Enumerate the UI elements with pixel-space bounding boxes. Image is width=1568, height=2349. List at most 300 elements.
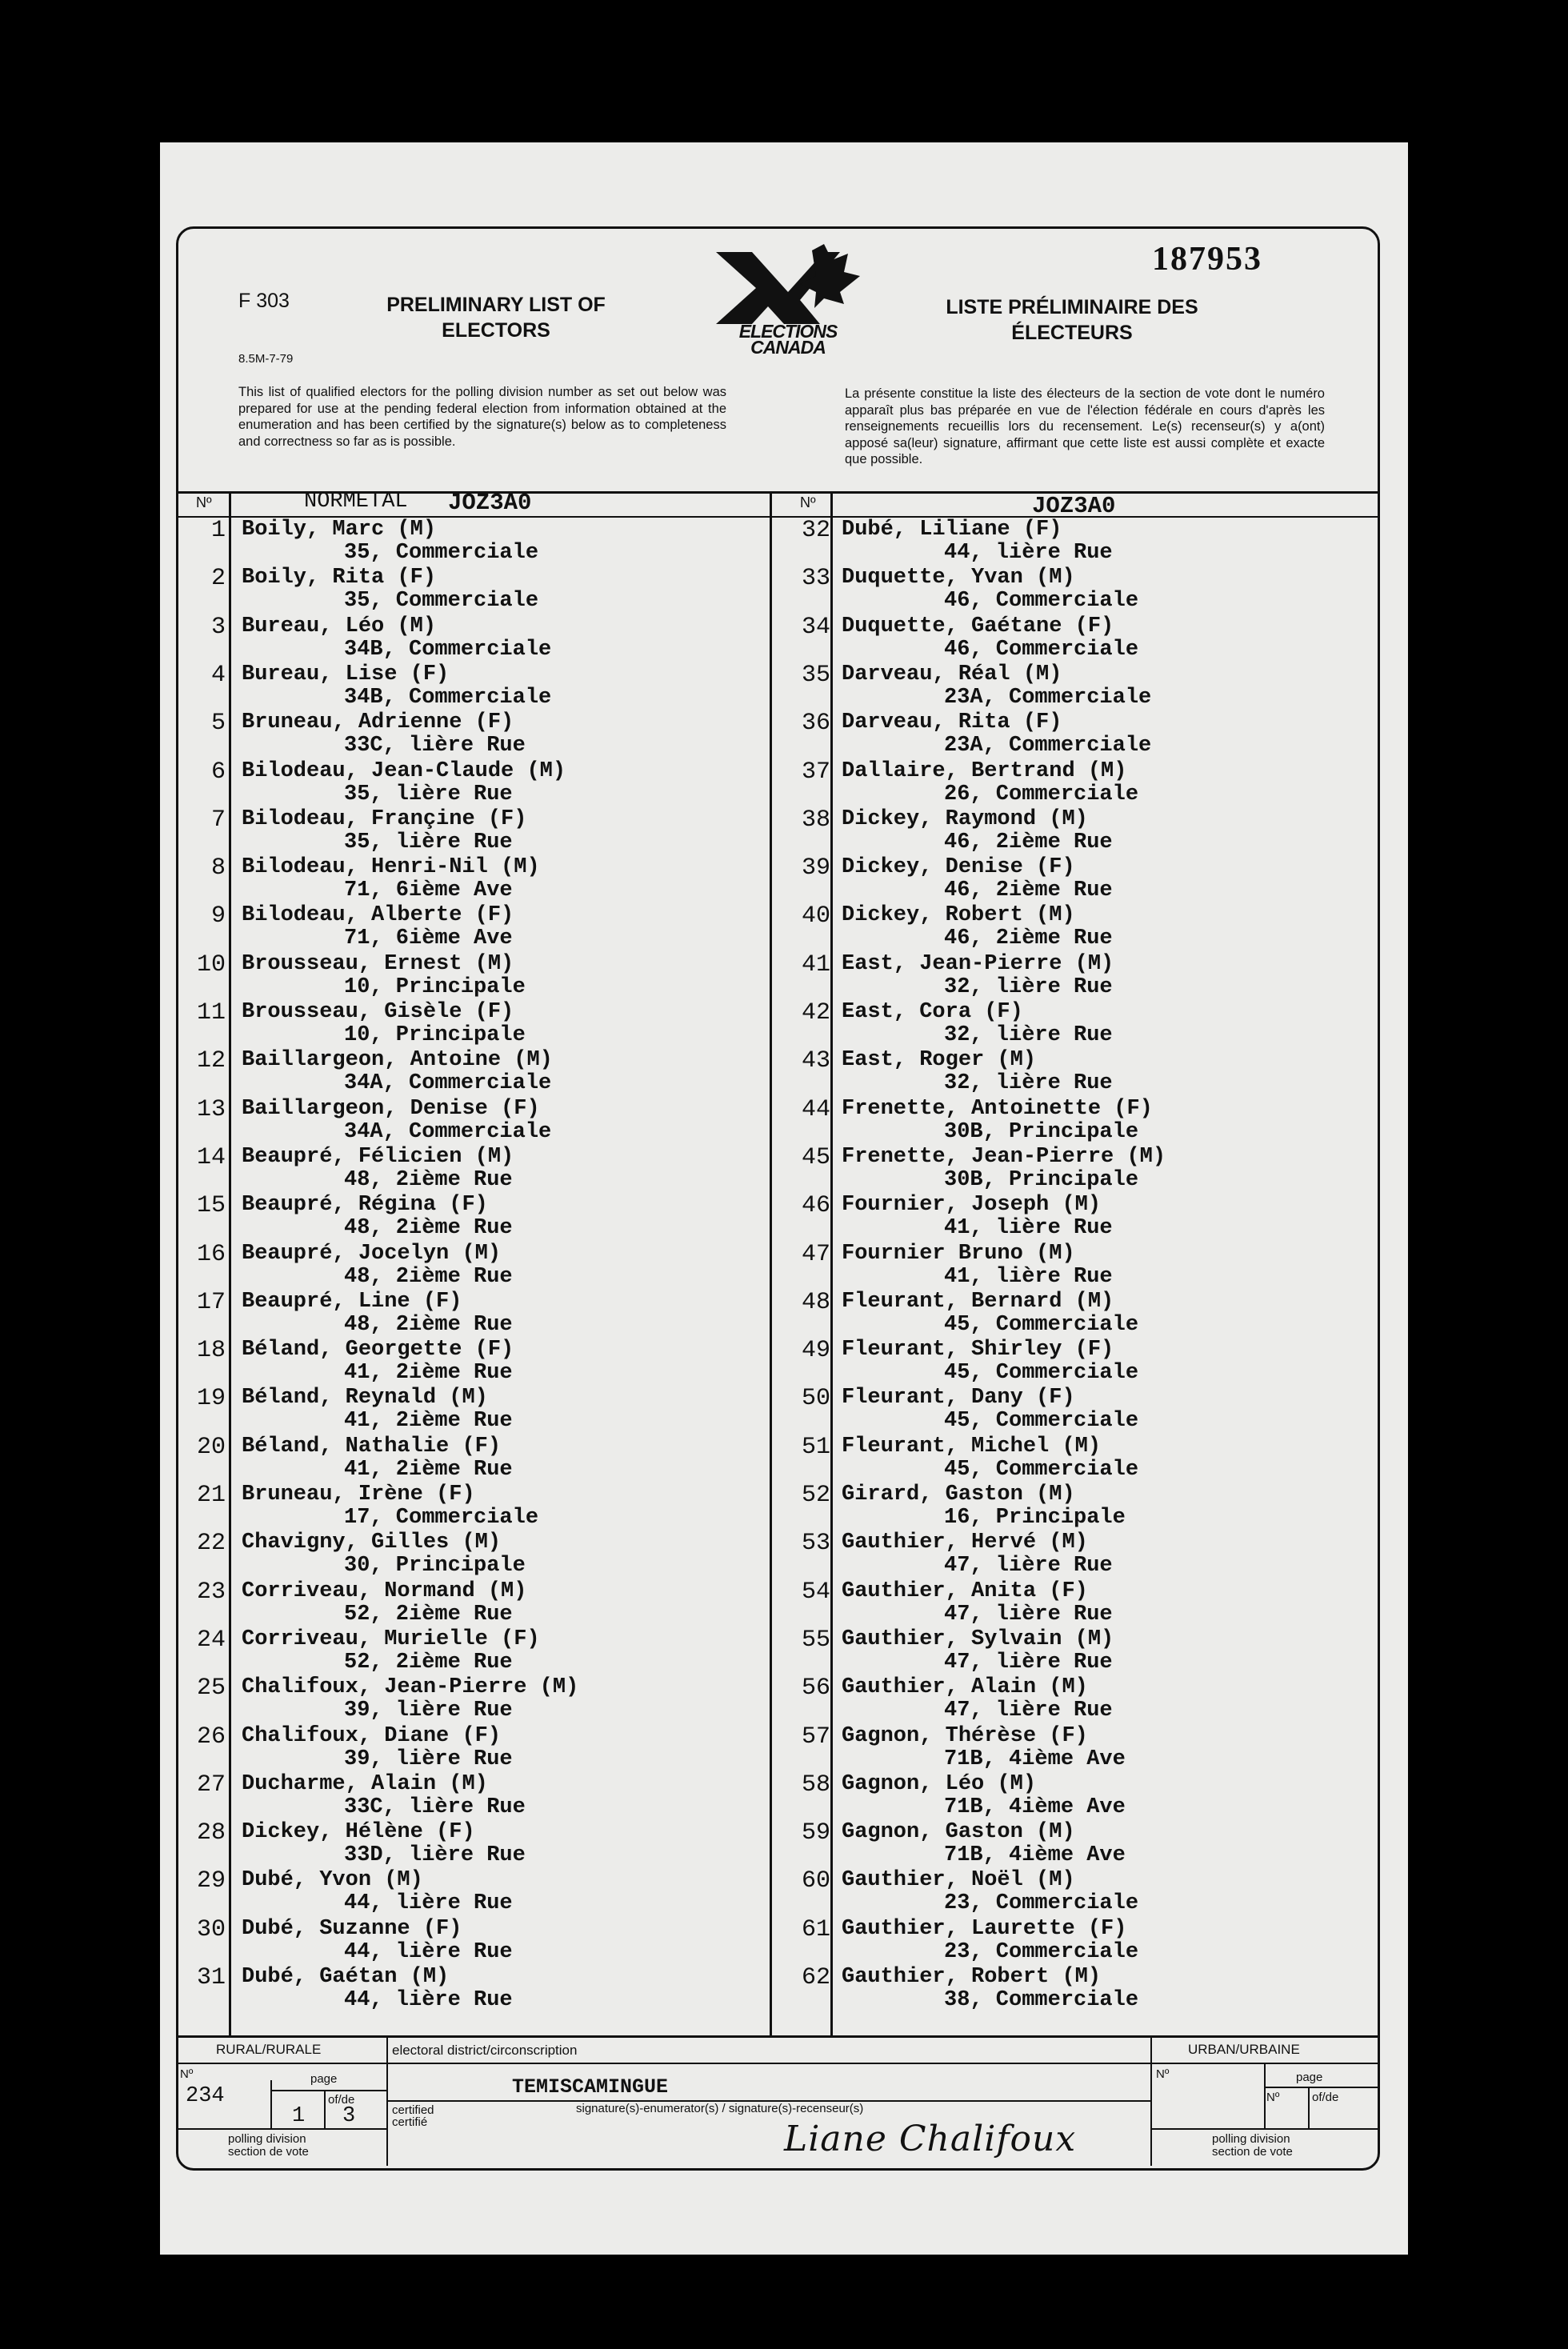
elector-number: 25 xyxy=(196,1675,226,1703)
elector-address: 44, lière Rue xyxy=(344,1939,513,1964)
elector-address: 71, 6ième Ave xyxy=(344,926,513,951)
elector-address: 33D, lière Rue xyxy=(344,1843,526,1868)
rural-polling-label-en: polling division xyxy=(228,2132,306,2146)
list-item xyxy=(842,904,1113,950)
elector-name: East, Roger (M) xyxy=(842,1048,1037,1073)
no-header-right: Nº xyxy=(800,494,816,510)
elector-number: 23 xyxy=(196,1578,226,1606)
list-item xyxy=(242,1628,540,1675)
elector-number: 7 xyxy=(210,806,226,834)
list-item xyxy=(242,856,540,902)
page-total: 3 xyxy=(342,2104,356,2128)
elector-name: Dubé, Liliane (F) xyxy=(842,518,1062,542)
elector-address: 39, lière Rue xyxy=(344,1747,513,1771)
list-item xyxy=(242,1001,526,1047)
elector-name: Béland, Nathalie (F) xyxy=(242,1434,502,1459)
elector-name: Fleurant, Michel (M) xyxy=(842,1434,1102,1459)
elector-number: 2 xyxy=(210,565,226,593)
elector-name: Gagnon, Thérèse (F) xyxy=(842,1723,1088,1748)
list-item xyxy=(842,1291,1138,1337)
elector-address: 71B, 4ième Ave xyxy=(944,1795,1126,1819)
elector-number: 41 xyxy=(801,950,830,978)
list-item xyxy=(842,663,1151,710)
list-item xyxy=(842,1531,1113,1578)
elector-number: 56 xyxy=(801,1675,830,1703)
elector-address: 46, 2ième Rue xyxy=(944,830,1113,854)
elector-address: 52, 2ième Rue xyxy=(344,1602,513,1627)
elector-address: 34A, Commerciale xyxy=(344,1119,552,1144)
urban-label: URBAN/URBAINE xyxy=(1188,2042,1300,2057)
list-item xyxy=(842,1098,1153,1144)
elector-number: 61 xyxy=(801,1915,830,1943)
list-item xyxy=(842,953,1114,999)
rural-ofde-rule xyxy=(324,2090,326,2128)
list-item xyxy=(842,615,1138,662)
elector-number: 37 xyxy=(801,758,830,786)
elector-name: Bureau, Léo (M) xyxy=(242,614,437,638)
elector-address: 41, 2ième Rue xyxy=(344,1457,513,1482)
elector-address: 46, 2ième Rue xyxy=(944,878,1113,903)
elector-number: 45 xyxy=(801,1143,830,1171)
elector-name: Bilodeau, Alberte (F) xyxy=(242,903,514,928)
elector-name: Corriveau, Normand (M) xyxy=(242,1579,527,1603)
elector-name: Brousseau, Gisèle (F) xyxy=(242,1000,514,1024)
elector-name: Duquette, Gaétane (F) xyxy=(842,614,1114,638)
signature-label: signature(s)-enumerator(s) / signature(s)-recenseur(s) xyxy=(576,2102,864,2115)
list-item xyxy=(842,1580,1113,1627)
elector-name: Bilodeau, Henri-Nil (M) xyxy=(242,855,540,880)
list-item xyxy=(842,760,1138,806)
list-item xyxy=(842,1821,1126,1867)
rural-box-rule xyxy=(270,2080,272,2128)
elector-number: 47 xyxy=(801,1240,830,1268)
elector-address: 71B, 4ième Ave xyxy=(944,1747,1126,1771)
elector-number: 52 xyxy=(801,1482,830,1509)
elector-name: Dubé, Yvon (M) xyxy=(242,1868,423,1893)
list-item xyxy=(242,1869,513,1915)
list-item xyxy=(242,1243,513,1289)
elector-name: Gauthier, Sylvain (M) xyxy=(842,1627,1114,1651)
elector-number: 28 xyxy=(196,1819,226,1847)
elector-number: 34 xyxy=(801,613,830,641)
elector-name: Frenette, Jean-Pierre (M) xyxy=(842,1144,1166,1169)
elector-address: 34B, Commerciale xyxy=(344,637,552,662)
elector-address: 32, lière Rue xyxy=(944,974,1113,999)
urban-polling-label-en: polling division xyxy=(1212,2132,1290,2146)
elector-name: Gauthier, Anita (F) xyxy=(842,1579,1088,1603)
list-item xyxy=(842,1725,1126,1771)
elector-number: 18 xyxy=(196,1337,226,1365)
footer-rural-divider xyxy=(386,2038,388,2166)
elector-address: 44, lière Rue xyxy=(344,1891,513,1916)
elector-address: 10, Principale xyxy=(344,1023,526,1047)
list-item xyxy=(842,518,1113,565)
elector-name: Boily, Marc (M) xyxy=(242,518,437,542)
elector-address: 32, lière Rue xyxy=(944,1023,1113,1047)
elector-name: Boily, Rita (F) xyxy=(242,566,437,590)
page-number: 1 xyxy=(292,2104,306,2128)
title-english: PRELIMINARY LIST OF ELECTORS xyxy=(386,294,606,342)
elector-address: 47, lière Rue xyxy=(944,1650,1113,1675)
elector-name: Gauthier, Laurette (F) xyxy=(842,1916,1127,1941)
rural-polling-label-fr: section de vote xyxy=(228,2145,309,2159)
elector-number: 21 xyxy=(196,1482,226,1509)
elector-number: 46 xyxy=(801,1192,830,1220)
elector-number: 14 xyxy=(196,1143,226,1171)
elector-number: 50 xyxy=(801,1385,830,1413)
elector-number: 16 xyxy=(196,1240,226,1268)
footer-urban-divider xyxy=(1150,2038,1152,2166)
elector-address: 45, Commerciale xyxy=(944,1409,1139,1434)
list-item xyxy=(842,1049,1113,1095)
list-item xyxy=(242,1387,513,1433)
list-item xyxy=(242,904,514,950)
list-item xyxy=(842,1339,1138,1385)
list-item xyxy=(242,1049,553,1095)
elector-name: Beaupré, Jocelyn (M) xyxy=(242,1241,502,1266)
elector-name: Gauthier, Hervé (M) xyxy=(842,1531,1088,1555)
list-item xyxy=(842,1243,1113,1289)
list-item xyxy=(242,1918,513,1964)
elector-number: 60 xyxy=(801,1867,830,1895)
column-divider-rule xyxy=(770,491,772,2035)
elector-name: Gagnon, Gaston (M) xyxy=(842,1820,1075,1845)
list-item xyxy=(242,953,526,999)
list-item xyxy=(242,663,551,710)
elector-name: Dubé, Gaétan (M) xyxy=(242,1965,450,1989)
no-header-left: Nº xyxy=(196,494,212,510)
elector-name: Dickey, Denise (F) xyxy=(842,855,1075,880)
list-item xyxy=(242,1098,551,1144)
elector-address: 35, Commerciale xyxy=(344,541,539,565)
list-item xyxy=(842,808,1113,854)
list-item xyxy=(842,711,1151,758)
list-item xyxy=(242,1676,578,1723)
right-number-column-rule xyxy=(830,491,833,2035)
elector-name: Darveau, Réal (M) xyxy=(842,662,1062,686)
elector-address: 46, Commerciale xyxy=(944,589,1139,614)
elector-name: Chalifoux, Diane (F) xyxy=(242,1723,502,1748)
intro-french: La présente constitue la liste des électeurs de la section de vote dont le numéro apparaît plus bas préparée en vue de l'élection fédérale en cours d'après les renseignements recueillis lors du recensement. Le(s) recenseur(s) y a(ont) apposé sa(leur) signature, affirmant que cette liste est aussi complète et exacte que possible. xyxy=(845,386,1325,466)
list-item xyxy=(842,1773,1126,1819)
elector-address: 34A, Commerciale xyxy=(344,1071,552,1096)
elector-name: Fournier, Joseph (M) xyxy=(842,1193,1102,1218)
elector-name: Fournier Bruno (M) xyxy=(842,1241,1075,1266)
urban-page-label: page xyxy=(1296,2071,1323,2084)
elector-name: Bureau, Lise (F) xyxy=(242,662,450,686)
elector-number: 8 xyxy=(210,854,226,882)
elector-address: 39, lière Rue xyxy=(344,1699,513,1723)
elector-address: 10, Principale xyxy=(344,974,526,999)
elector-name: Gauthier, Robert (M) xyxy=(842,1965,1102,1989)
rural-page-label: page xyxy=(310,2072,338,2086)
elector-name: Fleurant, Shirley (F) xyxy=(842,1338,1114,1363)
urban-polling-label-fr: section de vote xyxy=(1212,2145,1293,2159)
certifie-label: certifié xyxy=(392,2115,428,2129)
elector-number: 33 xyxy=(801,565,830,593)
elector-address: 32, lière Rue xyxy=(944,1071,1113,1096)
elector-number: 24 xyxy=(196,1626,226,1654)
list-item xyxy=(242,711,526,758)
title-french: LISTE PRÉLIMINAIRE DES ÉLECTEURS xyxy=(946,296,1198,344)
elector-number: 49 xyxy=(801,1337,830,1365)
elector-address: 41, lière Rue xyxy=(944,1216,1113,1241)
elector-address: 47, lière Rue xyxy=(944,1699,1113,1723)
list-item xyxy=(242,1194,513,1240)
elector-number: 17 xyxy=(196,1288,226,1316)
urban-ofde-label: of/de xyxy=(1312,2091,1339,2104)
elector-number: 59 xyxy=(801,1819,830,1847)
table-bottom-rule xyxy=(178,2035,1378,2038)
elector-number: 51 xyxy=(801,1433,830,1461)
elector-address: 52, 2ième Rue xyxy=(344,1650,513,1675)
elector-number: 40 xyxy=(801,902,830,930)
elector-number: 36 xyxy=(801,710,830,738)
list-item xyxy=(242,1435,513,1482)
logo-word-canada: CANADA xyxy=(750,337,826,358)
list-item xyxy=(842,1194,1113,1240)
elector-name: Gagnon, Léo (M) xyxy=(842,1771,1037,1796)
elector-address: 47, lière Rue xyxy=(944,1602,1113,1627)
elector-address: 71, 6ième Ave xyxy=(344,878,513,903)
elector-number: 3 xyxy=(210,613,226,641)
polling-number: 234 xyxy=(186,2084,225,2108)
elector-name: East, Jean-Pierre (M) xyxy=(842,951,1114,976)
elector-address: 23, Commerciale xyxy=(944,1891,1139,1916)
certified-label: certified xyxy=(392,2103,434,2117)
elector-name: Dickey, Hélène (F) xyxy=(242,1820,475,1845)
elector-number: 20 xyxy=(196,1433,226,1461)
elector-address: 30B, Principale xyxy=(944,1167,1139,1192)
elector-name: Bilodeau, Jean-Claude (M) xyxy=(242,758,566,783)
form-code: 8.5M-7-79 xyxy=(238,352,294,366)
elector-name: Baillargeon, Denise (F) xyxy=(242,1096,540,1121)
urban-box-rule xyxy=(1264,2064,1266,2128)
footer-rule-1 xyxy=(178,2063,1378,2064)
elector-address: 35, lière Rue xyxy=(344,830,513,854)
elector-number: 11 xyxy=(196,999,226,1026)
list-item xyxy=(842,1001,1113,1047)
list-item xyxy=(242,615,551,662)
elector-name: Dickey, Robert (M) xyxy=(842,903,1075,928)
elector-number: 1 xyxy=(210,517,226,544)
elector-number: 19 xyxy=(196,1385,226,1413)
elector-number: 10 xyxy=(196,950,226,978)
elector-name: Girard, Gaston (M) xyxy=(842,1483,1075,1507)
elector-name: Dallaire, Bertrand (M) xyxy=(842,758,1127,783)
rural-label: RURAL/RURALE xyxy=(216,2042,322,2057)
left-number-column-rule xyxy=(229,491,231,2035)
elector-address: 46, Commerciale xyxy=(944,637,1139,662)
elector-name: Frenette, Antoinette (F) xyxy=(842,1096,1153,1121)
list-item xyxy=(842,1435,1138,1482)
list-item xyxy=(842,1918,1138,1964)
district-label: electoral district/circonscription xyxy=(392,2043,578,2058)
elector-address: 44, lière Rue xyxy=(944,541,1113,565)
elector-address: 48, 2ième Rue xyxy=(344,1167,513,1192)
enumerator-signature: Liane Chalifoux xyxy=(784,2119,1077,2159)
elector-name: Beaupré, Line (F) xyxy=(242,1289,462,1314)
urban-bottom-rule xyxy=(1150,2128,1378,2130)
elector-address: 33C, lière Rue xyxy=(344,1795,526,1819)
list-item xyxy=(242,760,566,806)
elector-number: 29 xyxy=(196,1867,226,1895)
elector-number: 27 xyxy=(196,1771,226,1799)
elector-number: 44 xyxy=(801,1095,830,1123)
elector-address: 41, 2ième Rue xyxy=(344,1361,513,1386)
elector-number: 35 xyxy=(801,661,830,689)
list-item xyxy=(242,1966,513,2012)
list-item xyxy=(242,1146,514,1192)
elector-name: Corriveau, Murielle (F) xyxy=(242,1627,540,1651)
elector-name: Brousseau, Ernest (M) xyxy=(242,951,514,976)
elector-number: 15 xyxy=(196,1192,226,1220)
elector-address: 41, 2ième Rue xyxy=(344,1409,513,1434)
list-item xyxy=(242,1339,514,1385)
elector-number: 30 xyxy=(196,1915,226,1943)
elector-number: 13 xyxy=(196,1095,226,1123)
elector-address: 23, Commerciale xyxy=(944,1939,1139,1964)
locality-name: NORMETAL xyxy=(304,490,408,514)
urban-page-rule xyxy=(1264,2087,1378,2088)
elector-address: 17, Commerciale xyxy=(344,1506,539,1530)
elector-address: 23A, Commerciale xyxy=(944,685,1152,710)
elector-name: Dickey, Raymond (M) xyxy=(842,806,1088,831)
elector-number: 22 xyxy=(196,1530,226,1558)
elector-name: Darveau, Rita (F) xyxy=(842,710,1062,735)
list-item xyxy=(842,1483,1126,1530)
elector-name: Fleurant, Bernard (M) xyxy=(842,1289,1114,1314)
elector-number: 42 xyxy=(801,999,830,1026)
elector-address: 41, lière Rue xyxy=(944,1264,1113,1289)
elector-number: 12 xyxy=(196,1047,226,1075)
elector-address: 71B, 4ième Ave xyxy=(944,1843,1126,1868)
elector-address: 35, Commerciale xyxy=(344,589,539,614)
elector-number: 6 xyxy=(210,758,226,786)
list-item xyxy=(842,1387,1138,1433)
elector-address: 30B, Principale xyxy=(944,1119,1139,1144)
list-item xyxy=(842,1628,1114,1675)
list-item xyxy=(242,518,538,565)
elector-number: 39 xyxy=(801,854,830,882)
elector-address: 23A, Commerciale xyxy=(944,734,1152,758)
elector-address: 46, 2ième Rue xyxy=(944,926,1113,951)
list-item xyxy=(242,566,538,613)
list-item xyxy=(242,1291,513,1337)
elector-name: Ducharme, Alain (M) xyxy=(242,1771,488,1796)
form-number: F 303 xyxy=(238,290,290,312)
list-item xyxy=(842,1676,1113,1723)
list-item xyxy=(842,1966,1138,2012)
elector-name: Béland, Reynald (M) xyxy=(242,1386,488,1411)
elector-number: 4 xyxy=(210,661,226,689)
elector-number: 38 xyxy=(801,806,830,834)
elector-address: 48, 2ième Rue xyxy=(344,1216,513,1241)
elector-number: 57 xyxy=(801,1723,830,1751)
logo-word-elections: ELECTIONS xyxy=(738,321,838,342)
postal-code-right: JOZ3A0 xyxy=(1032,493,1116,519)
elector-name: Bruneau, Irène (F) xyxy=(242,1483,475,1507)
elector-name: Fleurant, Dany (F) xyxy=(842,1386,1075,1411)
elector-number: 26 xyxy=(196,1723,226,1751)
elector-number: 62 xyxy=(801,1964,830,1991)
elector-name: Bruneau, Adrienne (F) xyxy=(242,710,514,735)
urban-ofde-rule xyxy=(1308,2087,1310,2128)
elector-number: 43 xyxy=(801,1047,830,1075)
elector-number: 48 xyxy=(801,1288,830,1316)
elector-number: 9 xyxy=(210,902,226,930)
elector-address: 48, 2ième Rue xyxy=(344,1312,513,1337)
list-item xyxy=(242,1483,538,1530)
urban-page-no-label: Nº xyxy=(1266,2091,1280,2104)
urban-no-label: Nº xyxy=(1156,2067,1170,2081)
logo-text xyxy=(704,321,872,358)
elector-name: Bilodeau, Françine (F) xyxy=(242,806,527,831)
list-item xyxy=(242,1773,526,1819)
elector-number: 55 xyxy=(801,1626,830,1654)
elector-number: 53 xyxy=(801,1530,830,1558)
rural-no-label: Nº xyxy=(180,2067,194,2081)
list-item xyxy=(842,856,1113,902)
list-item xyxy=(242,808,526,854)
serial-number: 187953 xyxy=(1152,241,1262,278)
list-item xyxy=(842,1146,1166,1192)
elector-address: 34B, Commerciale xyxy=(344,685,552,710)
elector-address: 44, lière Rue xyxy=(344,1988,513,2012)
elector-number: 31 xyxy=(196,1964,226,1991)
elector-address: 26, Commerciale xyxy=(944,782,1139,806)
elector-address: 47, lière Rue xyxy=(944,1554,1113,1579)
rural-page-rule xyxy=(270,2090,386,2091)
elector-name: East, Cora (F) xyxy=(842,1000,1023,1024)
elector-name: Duquette, Yvan (M) xyxy=(842,566,1075,590)
list-item xyxy=(842,1869,1138,1915)
elector-address: 48, 2ième Rue xyxy=(344,1264,513,1289)
elector-address: 35, lière Rue xyxy=(344,782,513,806)
elector-address: 33C, lière Rue xyxy=(344,734,526,758)
elector-address: 45, Commerciale xyxy=(944,1457,1139,1482)
elector-address: 38, Commerciale xyxy=(944,1988,1139,2012)
postal-code-left: JOZ3A0 xyxy=(448,490,532,516)
elector-name: Baillargeon, Antoine (M) xyxy=(242,1048,553,1073)
elector-number: 32 xyxy=(801,517,830,544)
list-item xyxy=(842,566,1138,613)
elector-number: 58 xyxy=(801,1771,830,1799)
rural-bottom-rule xyxy=(178,2128,387,2130)
elector-number: 5 xyxy=(210,710,226,738)
list-item xyxy=(242,1725,513,1771)
elector-address: 45, Commerciale xyxy=(944,1312,1139,1337)
elector-name: Dubé, Suzanne (F) xyxy=(242,1916,462,1941)
elector-name: Gauthier, Alain (M) xyxy=(842,1675,1088,1700)
elector-name: Béland, Georgette (F) xyxy=(242,1338,514,1363)
elector-name: Beaupré, Félicien (M) xyxy=(242,1144,514,1169)
elector-address: 30, Principale xyxy=(344,1554,526,1579)
elector-name: Beaupré, Régina (F) xyxy=(242,1193,488,1218)
rural-ofde-label: of/de xyxy=(328,2093,355,2107)
list-item xyxy=(242,1580,526,1627)
intro-english: This list of qualified electors for the polling division number as set out below was prepared for use at the pending federal election from information obtained at the enumeration and has been certified by the signature(s) below as to completeness and correctness so far as is possible. xyxy=(238,385,726,449)
elector-address: 45, Commerciale xyxy=(944,1361,1139,1386)
list-item xyxy=(242,1821,526,1867)
elector-name: Chavigny, Gilles (M) xyxy=(242,1531,502,1555)
elector-number: 54 xyxy=(801,1578,830,1606)
elector-address: 16, Principale xyxy=(944,1506,1126,1530)
electoral-district: TEMISCAMINGUE xyxy=(512,2075,669,2099)
list-item xyxy=(242,1531,526,1578)
elector-name: Gauthier, Noël (M) xyxy=(842,1868,1075,1893)
elector-name: Chalifoux, Jean-Pierre (M) xyxy=(242,1675,579,1700)
